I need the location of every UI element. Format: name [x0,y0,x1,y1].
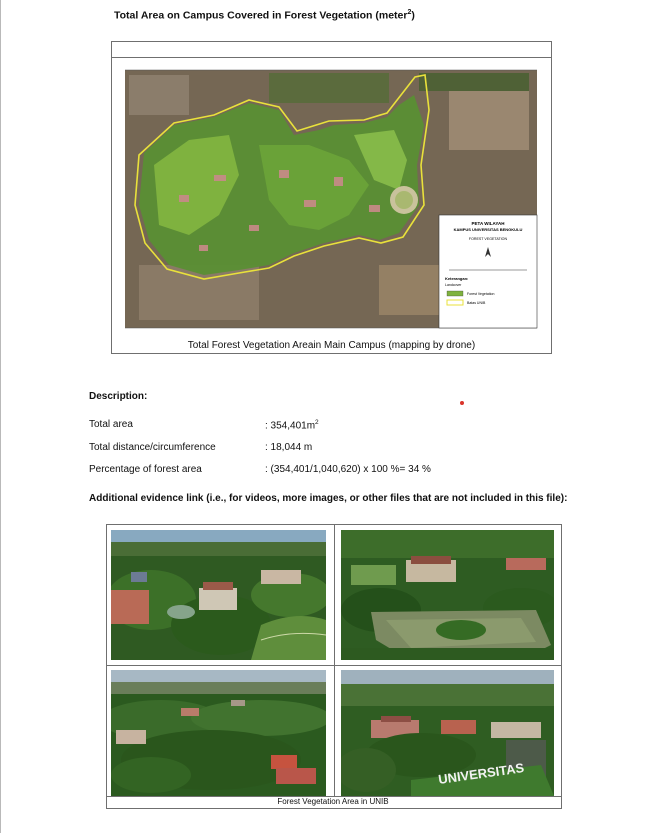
total-area-label: Total area [89,419,133,430]
page-title: Total Area on Campus Covered in Forest Vegetation (meter$^2$) [114,9,415,22]
map-legend [439,215,537,328]
legend-title-1: PETA WILAYAH [471,221,505,226]
photo-grid-caption: Forest Vegetation Area in UNIB [277,797,389,806]
legend-heading: Keterangan: [445,276,469,281]
page-edge [0,0,1,833]
red-dot-marker [460,401,464,405]
legend-sub: Landcover [445,283,462,287]
total-distance-value: : 18,044 m [265,442,313,453]
aerial-photo-campus-lake [341,530,554,660]
forest-percentage-label: Percentage of forest area [89,464,202,475]
aerial-photo-forest-panorama [111,670,326,796]
universitas-sign-text: UNIVERSITAS [437,760,526,787]
legend-item-1: Forest Vegetation [467,292,495,296]
legend-item-2: Batas UNIB [467,301,486,305]
legend-title-2: KAMPUS UNIVERSITAS BENGKULU [453,227,523,232]
evidence-heading: Additional evidence link (i.e., for videos, more images, or other files that are not included in this file): [89,493,568,504]
total-distance-label: Total distance/circumference [89,442,216,453]
drone-map-image [119,65,544,336]
aerial-photo-campus-field [111,530,326,660]
total-area-value: : $354,401m^2$ [265,419,319,432]
description-heading: Description: [89,391,148,402]
map-caption: Total Forest Vegetation Areain Main Campus (mapping by drone) [187,340,476,351]
aerial-photo-universitas-sign [341,670,554,796]
legend-subtitle: FOREST VEGETATION [468,237,508,241]
forest-percentage-value: : (354,401/1,040,620) x 100 %= 34 % [265,464,431,475]
